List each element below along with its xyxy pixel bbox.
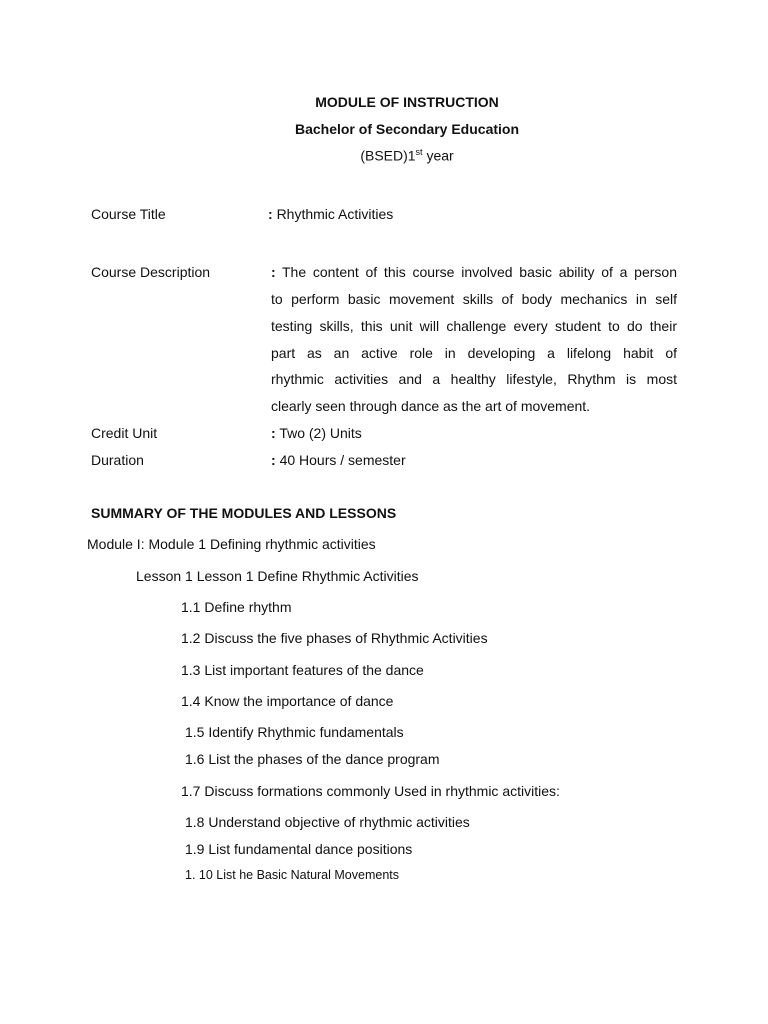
lesson-item: 1.8 Understand objective of rhythmic activities: [185, 814, 470, 830]
year-suffix: year: [422, 147, 454, 164]
description-line: testing skills, this unit will challenge every student to do their: [271, 318, 677, 334]
lesson-item: 1.6 List the phases of the dance program: [185, 751, 440, 767]
lesson-item: 1. 10 List he Basic Natural Movements: [185, 868, 399, 882]
lesson-item: 1.2 Discuss the five phases of Rhythmic Activities: [181, 630, 488, 646]
lesson-item: 1.1 Define rhythm: [181, 599, 292, 615]
program-year: [0, 147, 768, 164]
lesson-item: 1.3 List important features of the dance: [181, 662, 424, 678]
description-line: clearly seen through dance as the art of movement.: [271, 398, 591, 414]
duration-row: [271, 452, 406, 468]
lesson-item: 1.5 Identify Rhythmic fundamentals: [185, 724, 404, 740]
credit-unit-value: Two (2) Units: [279, 425, 362, 441]
module-title: Module I: Module 1 Defining rhythmic activities: [87, 536, 376, 552]
lesson-item: 1.4 Know the importance of dance: [181, 693, 394, 709]
lesson-item: 1.9 List fundamental dance positions: [185, 841, 413, 857]
duration-value: 40 Hours / semester: [279, 452, 406, 468]
description-line: rhythmic activities and a healthy lifestyle, Rhythm is most: [271, 371, 677, 387]
lesson-item: 1.7 Discuss formations commonly Used in rhythmic activities:: [181, 783, 560, 799]
document-title: MODULE OF INSTRUCTION: [315, 94, 499, 110]
description-line: part as an active role in developing a lifelong habit of: [271, 345, 677, 361]
credit-unit-row: [271, 425, 362, 441]
credit-unit-label: Credit Unit: [91, 425, 158, 441]
year-prefix: (BSED)1: [360, 147, 416, 164]
lesson-title: Lesson 1 Lesson 1 Define Rhythmic Activities: [136, 568, 419, 584]
course-title-colon: :: [268, 206, 273, 222]
course-title-label: Course Title: [91, 206, 166, 222]
description-line: to perform basic movement skills of body mechanics in self: [271, 291, 677, 307]
description-line: The content of this course involved basic ability of a person: [282, 264, 677, 280]
course-description-colon: :: [271, 264, 276, 280]
year-superscript: st: [415, 147, 423, 157]
program-name: Bachelor of Secondary Education: [294, 121, 520, 137]
duration-label: Duration: [91, 452, 144, 468]
course-description-label: Course Description: [91, 264, 211, 280]
course-title-value: Rhythmic Activities: [276, 206, 394, 222]
credit-unit-colon: :: [271, 425, 276, 441]
course-title-row: [268, 206, 393, 222]
duration-colon: :: [271, 452, 276, 468]
summary-heading: SUMMARY OF THE MODULES AND LESSONS: [91, 505, 397, 521]
